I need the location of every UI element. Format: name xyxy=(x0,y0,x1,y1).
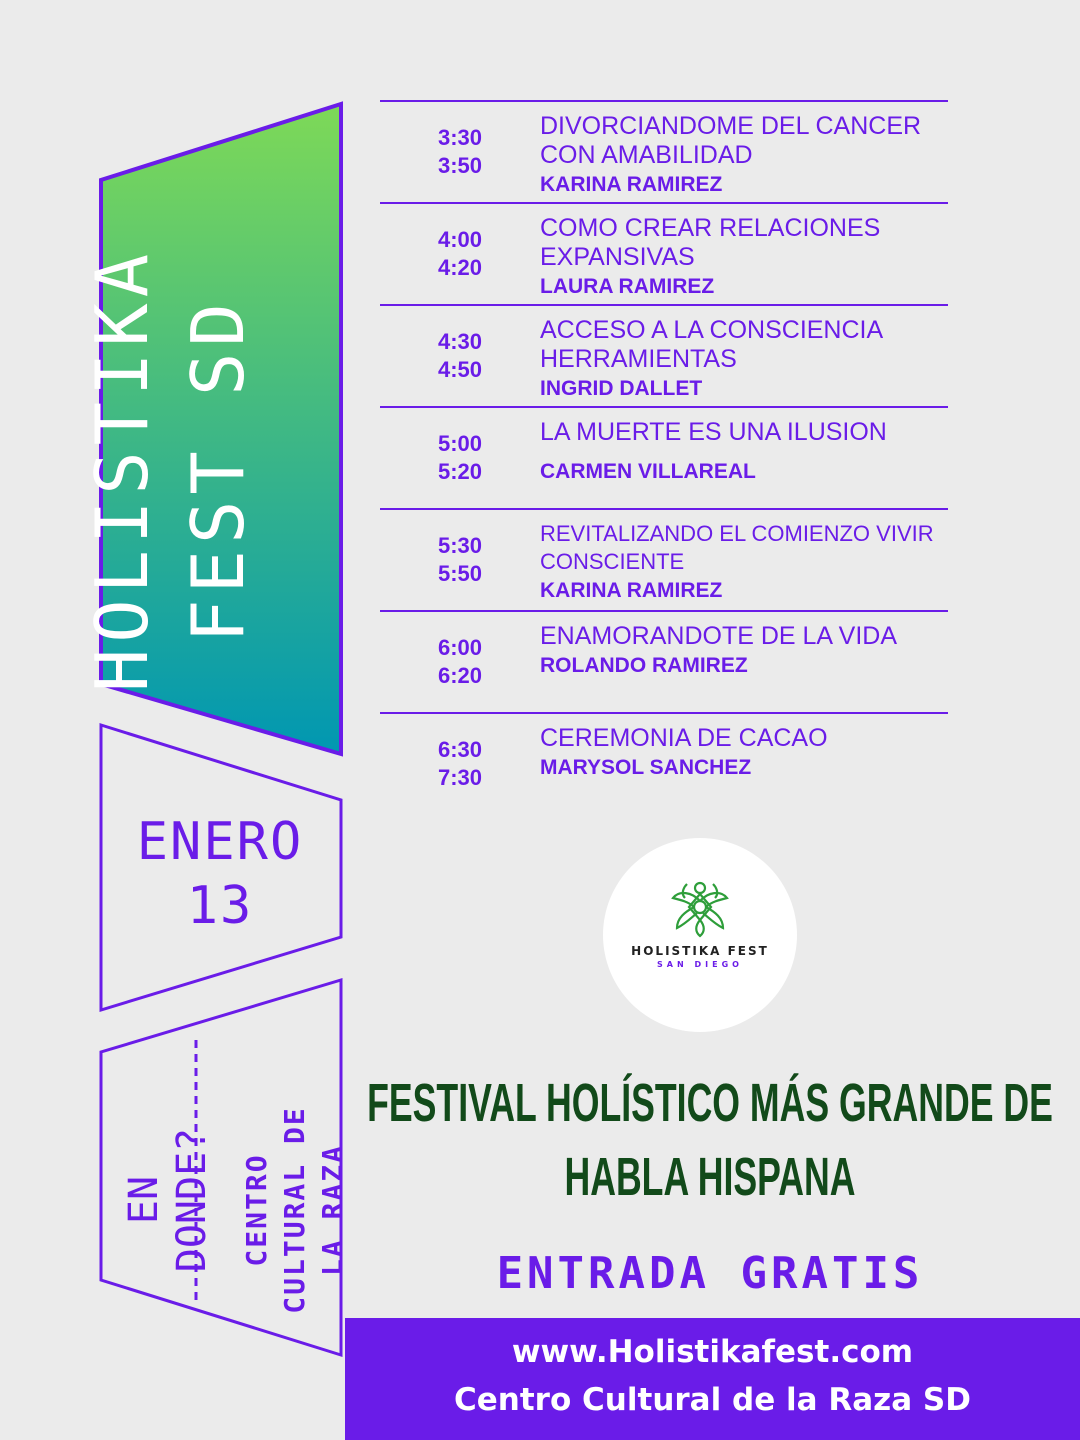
talk-title: ACCESO A LA CONSCIENCIA HERRAMIENTAS xyxy=(540,316,882,373)
footer-venue: Centro Cultural de la Raza SD xyxy=(454,1382,971,1418)
venue-name xyxy=(235,1075,355,1345)
headline-line2: HABLA HISPANA xyxy=(564,1147,856,1207)
speaker-name: ROLANDO RAMIREZ xyxy=(540,654,748,677)
free-entry-label: ENTRADA GRATIS xyxy=(496,1248,924,1299)
website-link[interactable]: www.Holistikafest.com xyxy=(511,1334,914,1370)
talk-info xyxy=(540,214,970,300)
speaker-name: KARINA RAMIREZ xyxy=(540,579,723,602)
where-question xyxy=(118,1090,218,1310)
talk-title: LA MUERTE ES UNA ILUSION xyxy=(540,418,887,446)
speaker-name: CARMEN VILLAREAL xyxy=(540,460,756,483)
where-question-line1: EN xyxy=(121,1175,167,1225)
speaker-name: MARYSOL SANCHEZ xyxy=(540,756,752,779)
event-month: ENERO xyxy=(136,812,304,872)
time-slot: 5:00 5:20 xyxy=(437,431,483,484)
schedule-row xyxy=(380,102,948,204)
speaker-name: KARINA RAMIREZ xyxy=(540,173,723,196)
schedule-row xyxy=(380,714,948,816)
schedule-row xyxy=(380,306,948,408)
talk-info xyxy=(540,112,970,198)
festival-headline xyxy=(367,1066,1053,1214)
logo-name: HOLISTIKA FEST xyxy=(631,944,769,958)
speaker-name: LAURA RAMIREZ xyxy=(540,275,715,298)
festival-title xyxy=(80,190,260,750)
time-slot: 6:30 7:30 xyxy=(437,737,483,790)
talk-info xyxy=(540,622,920,679)
talk-info xyxy=(540,724,970,781)
schedule-row xyxy=(380,408,948,510)
flower-mandala-icon xyxy=(667,874,733,940)
festival-title-line2: FEST SD xyxy=(176,297,260,643)
talk-info xyxy=(540,418,970,485)
talk-info xyxy=(540,316,970,402)
venue-line1: CENTRO xyxy=(240,1153,273,1267)
talk-title: ENAMORANDOTE DE LA VIDA xyxy=(540,622,898,650)
time-slot: 3:30 3:50 xyxy=(437,125,483,178)
headline-line1: FESTIVAL HOLÍSTICO MÁS GRANDE DE xyxy=(367,1073,1053,1133)
schedule-row xyxy=(380,510,948,612)
talk-info xyxy=(540,520,970,604)
event-day: 13 xyxy=(186,876,254,936)
time-slot: 5:30 5:50 xyxy=(437,533,483,586)
footer-bar xyxy=(345,1318,1080,1440)
venue-line3: LA RAZA xyxy=(316,1144,349,1277)
venue-line2: CULTURAL DE xyxy=(278,1106,311,1314)
schedule-list xyxy=(380,100,948,816)
talk-title: REVITALIZANDO EL COMIENZO VIVIR CONSCIENTE xyxy=(540,521,934,574)
schedule-row xyxy=(380,204,948,306)
event-date xyxy=(110,810,330,938)
talk-title: COMO CREAR RELACIONES EXPANSIVAS xyxy=(540,214,881,271)
schedule-row xyxy=(380,612,948,714)
time-slot: 4:30 4:50 xyxy=(437,329,483,382)
speaker-name: INGRID DALLET xyxy=(540,377,703,400)
festival-title-line1: HOLISTIKA xyxy=(80,247,164,693)
talk-title: DIVORCIANDOME DEL CANCER CON AMABILIDAD xyxy=(540,112,922,169)
where-question-line2: DONDE? xyxy=(169,1127,215,1273)
talk-title: CEREMONIA DE CACAO xyxy=(540,724,828,752)
logo-subtitle: SAN DIEGO xyxy=(657,960,743,969)
time-slot: 6:00 6:20 xyxy=(437,635,483,688)
time-slot: 4:00 4:20 xyxy=(437,227,483,280)
festival-logo xyxy=(603,838,797,1032)
